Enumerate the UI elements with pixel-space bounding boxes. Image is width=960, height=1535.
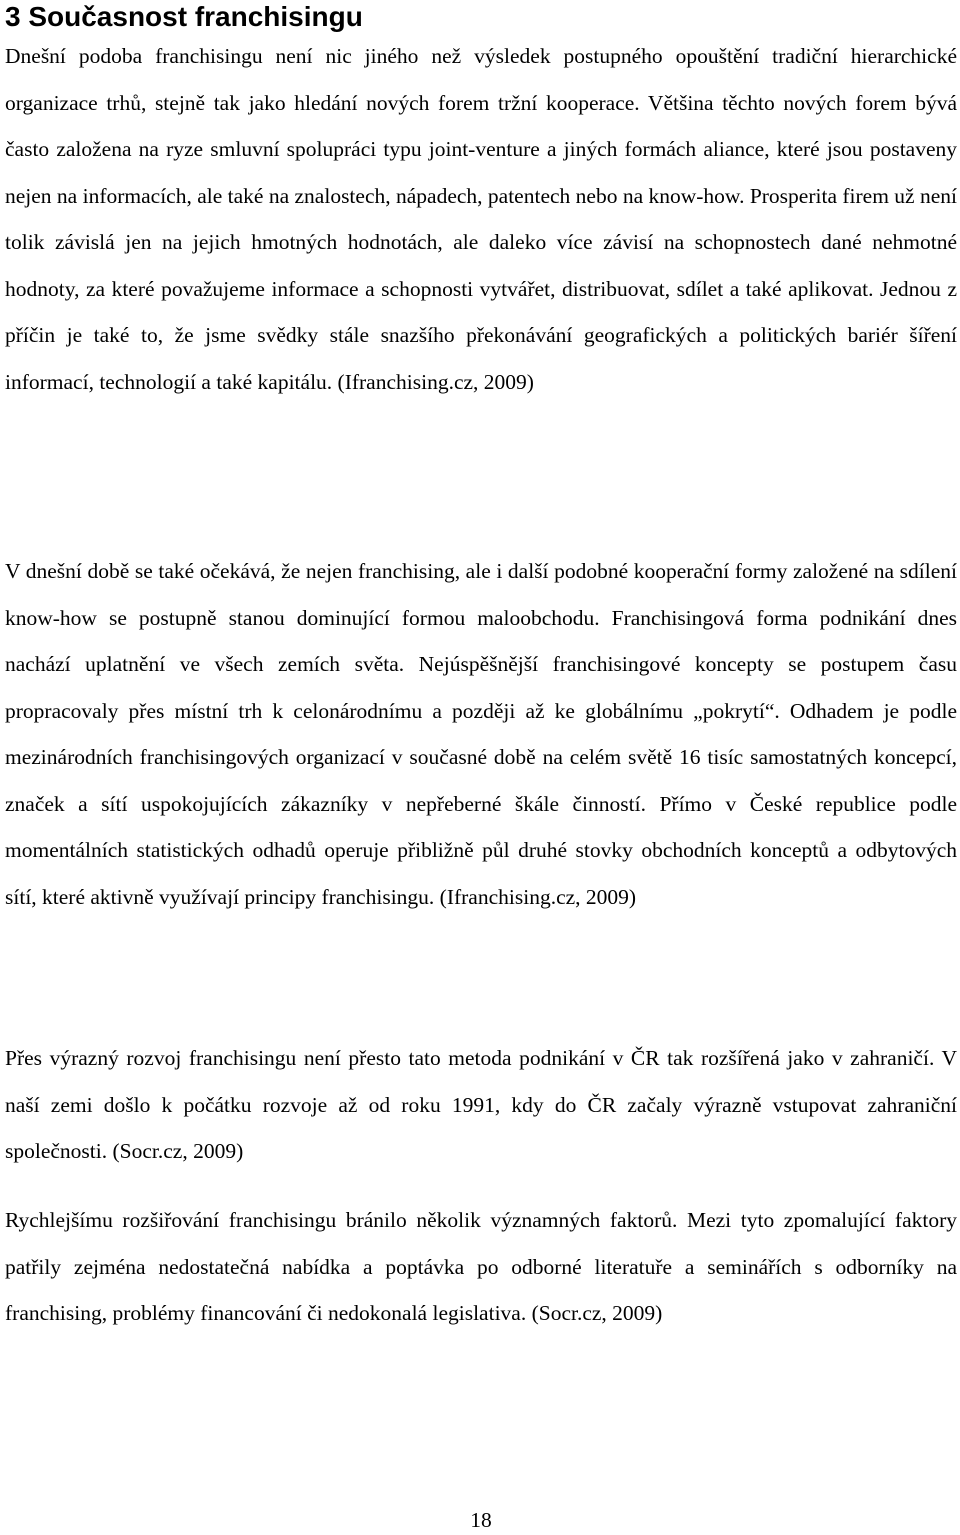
body-paragraph-1: Dnešní podoba franchisingu není nic jiného než výsledek postupného opouštění tradiční hierarchické organizace trhů, stejně tak jako hledání nových forem tržní kooperace. Většina těchto nových forem bývá často založena na ryze smluvní spolupráci typu joint-venture a jiných formách aliance, které jsou postaveny nejen na informacích, ale také na znalostech, nápadech, patentech nebo na know-how. Prosperita firem už není tolik závislá jen na jejich hmotných hodnotách, ale daleko více závisí na schopnostech dané nehmotné hodnoty, za které považujeme informace a schopnosti vytvářet, distribuovat, sdílet a také aplikovat. Jednou z příčin je také to, že jsme svědky stále snazšího překonávání geografických a politických bariér šíření informací, technologií a také kapitálu. (Ifranchising.cz, 2009) bbox=[5, 44, 957, 394]
body-paragraph-3: Přes výrazný rozvoj franchisingu není přesto tato metoda podnikání v ČR tak rozšířená jako v zahraničí. V naší zemi došlo k počátku rozvoje až od roku 1991, kdy do ČR začaly výrazně vstupovat zahraniční společnosti. (Socr.cz, 2009) bbox=[5, 1046, 957, 1163]
page-number: 18 bbox=[470, 1508, 492, 1532]
body-paragraph-2: V dnešní době se také očekává, že nejen franchising, ale i další podobné kooperační formy založené na sdílení know-how se postupně stanou dominující formou maloobchodu. Franchisingová forma podnikání dnes nachází uplatnění ve všech zemích světa. Nejúspěšnější franchisingové koncepty se postupem času propracovaly přes místní trh k celonárodnímu a později až ke globálnímu „pokrytí“. Odhadem je podle mezinárodních franchisingových organizací v současné době na celém světě 16 tisíc samostatných koncepcí, značek a sítí uspokojujících zákazníky v nepřeberné škále činností. Přímo v České republice podle momentálních statistických odhadů operuje přibližně půl druhé stovky obchodních konceptů a odbytových sítí, které aktivně využívají principy franchisingu. (Ifranchising.cz, 2009) bbox=[5, 559, 957, 909]
section-heading: 3 Současnost franchisingu bbox=[5, 1, 363, 32]
body-paragraph-4: Rychlejšímu rozšiřování franchisingu bránilo několik významných faktorů. Mezi tyto zpomalující faktory patřily zejména nedostatečná nabídka a poptávka po odborné literatuře a seminářích s odborníky na franchising, problémy financování či nedokonalá legislativa. (Socr.cz, 2009) bbox=[5, 1208, 957, 1325]
document-page bbox=[5, 0, 957, 1533]
